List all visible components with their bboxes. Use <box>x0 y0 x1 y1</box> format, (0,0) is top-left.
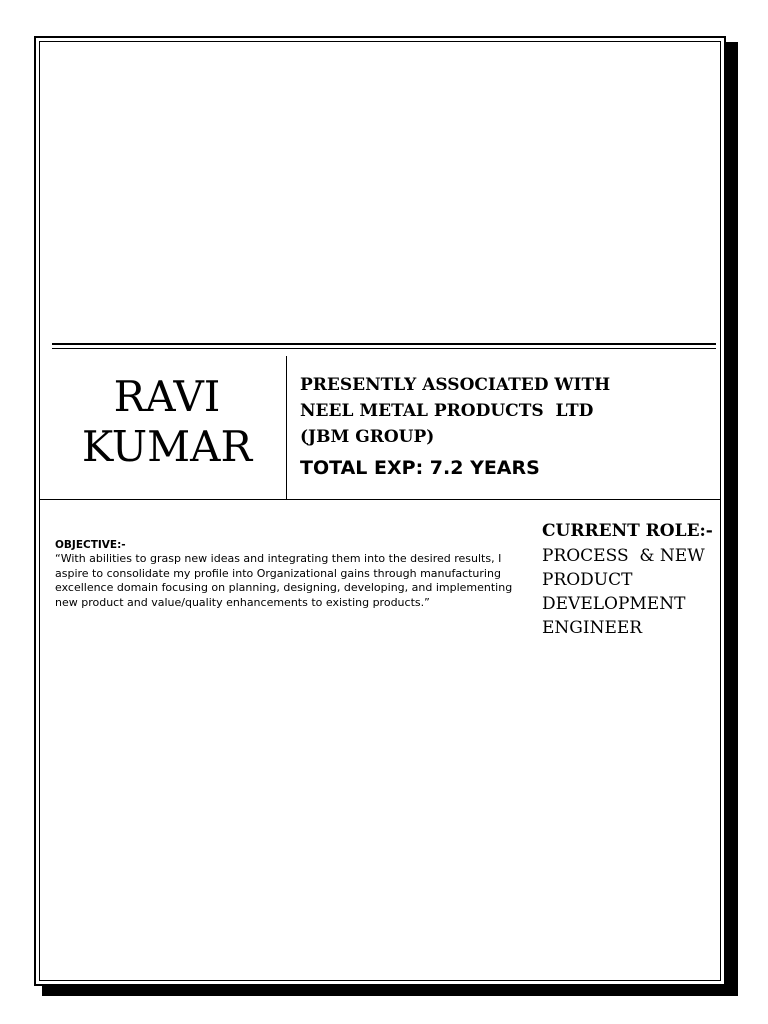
objective-text: “With abilities to grasp new ideas and integrating them into the desired results, I aspire to consolidate my profile into Organizational gains through manufacturing excellence domain focusing on planning, designing, developing, and implementing new product and value/quality enhancements to existing products.” <box>55 552 513 609</box>
name-first: RAVI <box>113 372 221 421</box>
current-role-line: ENGINEER <box>542 618 643 638</box>
objective-section <box>55 538 515 610</box>
candidate-name <box>62 372 272 472</box>
name-last: KUMAR <box>81 422 253 471</box>
header-bottom-rule <box>40 499 720 500</box>
current-role-line: PROCESS & NEW <box>542 546 705 566</box>
company-line-3: (JBM GROUP) <box>300 427 435 447</box>
current-role-line: PRODUCT <box>542 570 633 590</box>
company-info <box>300 372 720 450</box>
page-inner-border <box>39 41 721 981</box>
current-role-line: DEVELOPMENT <box>542 594 686 614</box>
header-double-rule <box>52 343 716 349</box>
current-role-heading: CURRENT ROLE:- <box>542 521 713 541</box>
company-line-2: NEEL METAL PRODUCTS LTD <box>300 401 594 421</box>
total-experience: TOTAL EXP: 7.2 YEARS <box>300 457 540 479</box>
objective-heading: OBJECTIVE:- <box>55 539 126 551</box>
header-column-divider <box>286 356 287 500</box>
company-line-1: PRESENTLY ASSOCIATED WITH <box>300 375 611 395</box>
current-role-section <box>542 518 726 640</box>
